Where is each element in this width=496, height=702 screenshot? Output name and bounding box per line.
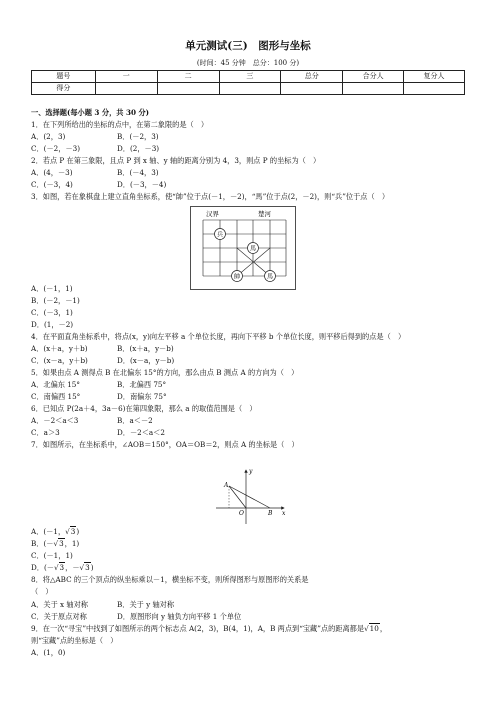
q5-option-b: B．北偏西 75° xyxy=(117,380,167,389)
q6-option-a: A．－2＜a＜3 xyxy=(31,416,79,425)
chessboard-label-left: 汉界 xyxy=(206,210,219,218)
q1-option-a: A．(2，3) xyxy=(31,132,66,141)
chess-piece-bing xyxy=(215,229,226,240)
table-cell: 合分人 xyxy=(343,71,404,83)
chessboard-grid xyxy=(203,220,286,276)
question-2-stem: 2．若点 P 在第三象限，且点 P 到 x 轴、y 轴的距离分别为 4，3，则点 P 的坐标为（ ） xyxy=(31,156,321,165)
q7-option-b: B．(－√3，1) xyxy=(31,539,80,548)
q3-option-a: A．(－1，1) xyxy=(31,284,73,293)
q6-option-b: B．a＜－2 xyxy=(117,416,153,425)
label-y: y xyxy=(249,468,253,475)
q3-option-d: D．(1，－2) xyxy=(31,320,74,329)
label-a: A xyxy=(224,482,229,489)
chessboard-label-right: 楚河 xyxy=(258,210,271,218)
question-8-stem: 8．将△ABC 的三个顶点的纵坐标乘以－1，横坐标不变，则所得图形与原图形的关系是 xyxy=(31,575,309,584)
table-cell: 复分人 xyxy=(404,71,465,83)
q5-option-c: C．南偏西 15° xyxy=(31,392,81,401)
question-5-stem: 5．如果由点 A 测得点 B 在北偏东 15°的方向，那么由点 B 测点 A 的方向为（ ） xyxy=(31,368,299,377)
svg-text:馬: 馬 xyxy=(249,245,257,253)
score-table-score-row xyxy=(32,83,465,95)
question-9-stem-line2: 则“宝藏”点的坐标是（ ） xyxy=(31,636,118,645)
chessboard-figure xyxy=(190,206,296,290)
question-6-stem: 6．已知点 P(2a＋4，3a－6)在第四象限，那么 a 的取值范围是（ ） xyxy=(31,404,257,413)
q1-option-b: B．(－2，3) xyxy=(117,132,159,141)
section-heading: 一、选择题(每小题 3 分，共 30 分) xyxy=(31,108,150,117)
chess-piece-ma-upper xyxy=(248,243,259,254)
label-x: x xyxy=(282,510,286,517)
q7-option-c: C．(－1，1) xyxy=(31,551,73,560)
table-cell: 一 xyxy=(95,71,157,83)
q4-option-b: B．(x＋a，y－b) xyxy=(117,344,174,353)
q4-option-c: C．(x－a，y＋b) xyxy=(31,356,88,365)
q7-option-a: A．(－1，√3) xyxy=(31,527,80,536)
chess-piece-shuai xyxy=(232,271,243,282)
svg-text:兵: 兵 xyxy=(216,231,224,239)
segment-oa xyxy=(229,486,246,508)
q4-option-d: D．(x－a，y－b) xyxy=(117,356,175,365)
segment-ab xyxy=(229,486,270,508)
q8-option-a: A．关于 x 轴对称 xyxy=(31,600,88,609)
table-cell: 二 xyxy=(157,71,219,83)
question-9-stem: 9．在一次“寻宝”中找到了如图所示的两个标志点 A(2，3)，B(4，1)，A，B 两点到“宝藏”点的距离都是√10， xyxy=(31,624,388,633)
q8-answer-paren: （ ） xyxy=(31,587,53,596)
q7-option-d: D．(－√3，－√3) xyxy=(31,563,94,572)
q2-option-d: D．(－3，－4) xyxy=(117,180,167,189)
sqrt-sign: √ xyxy=(53,563,59,572)
table-cell[interactable] xyxy=(219,83,281,95)
table-cell: 三 xyxy=(219,71,281,83)
page-subtitle: (时间：45 分钟 总分：100 分) xyxy=(196,59,300,67)
table-cell[interactable] xyxy=(281,83,343,95)
page-title: 单元测试(三) 图形与坐标 xyxy=(185,40,311,52)
table-cell[interactable] xyxy=(404,83,465,95)
q8-option-d: D．原图形向 y 轴负方向平移 1 个单位 xyxy=(117,612,242,621)
question-1-stem: 1．在下列所给出的坐标的点中，在第二象限的是（ ） xyxy=(31,120,209,129)
q6-option-c: C．a＞3 xyxy=(31,428,60,437)
table-cell[interactable] xyxy=(343,83,404,95)
chess-piece-ma-lower xyxy=(265,271,276,282)
q2-option-a: A．(4，－3) xyxy=(31,168,73,177)
score-table xyxy=(31,70,465,95)
label-o: O xyxy=(239,510,244,517)
sqrt-sign: √ xyxy=(364,624,369,633)
table-cell: 题号 xyxy=(32,71,96,83)
q6-option-d: D．－2＜a＜2 xyxy=(117,428,165,437)
q3-option-b: B．(－2，－1) xyxy=(31,296,80,305)
question-4-stem: 4．在平面直角坐标系中，将点(x，y)向左平移 a 个单位长度，再向下平移 b 个单位长度，则平移后得到的点是（ ） xyxy=(31,332,406,341)
q8-option-b: B．关于 y 轴对称 xyxy=(117,600,175,609)
label-b: B xyxy=(268,510,273,517)
svg-text:馬: 馬 xyxy=(266,273,274,281)
q4-option-a: A．(x＋a，y＋b) xyxy=(31,344,88,353)
question-3-stem: 3．如图，若在象棋盘上建立直角坐标系，使“帥”位于点(－1，－2)，“馬”位于点(2，－2)，则“兵”位于点（ ） xyxy=(31,192,390,201)
q5-option-d: D．南偏东 75° xyxy=(117,392,167,401)
sqrt-sign: √ xyxy=(65,527,70,536)
sqrt-sign: √ xyxy=(79,563,85,572)
q1-option-c: C．(－2，－3) xyxy=(31,144,81,153)
q8-option-c: C．关于原点对称 xyxy=(31,612,87,621)
question-7-stem: 7．如图所示，在坐标系中，∠AOB＝150°，OA＝OB＝2，则点 A 的坐标是（ ） xyxy=(31,440,299,449)
q9-option-a: A．(1，0) xyxy=(31,648,66,657)
table-cell: 得分 xyxy=(32,83,96,95)
q2-option-b: B．(－4，3) xyxy=(117,168,159,177)
q1-option-d: D．(2，－3) xyxy=(117,144,160,153)
table-cell[interactable] xyxy=(95,83,157,95)
q2-option-c: C．(－3，4) xyxy=(31,180,73,189)
table-cell: 总分 xyxy=(281,71,343,83)
table-cell[interactable] xyxy=(157,83,219,95)
score-table-header-row xyxy=(32,71,465,83)
angle-figure xyxy=(212,466,288,526)
sqrt-sign: √ xyxy=(53,539,59,548)
svg-text:帥: 帥 xyxy=(233,273,241,281)
q5-option-a: A．北偏东 15° xyxy=(31,380,80,389)
q3-option-c: C．(－3，1) xyxy=(31,308,73,317)
